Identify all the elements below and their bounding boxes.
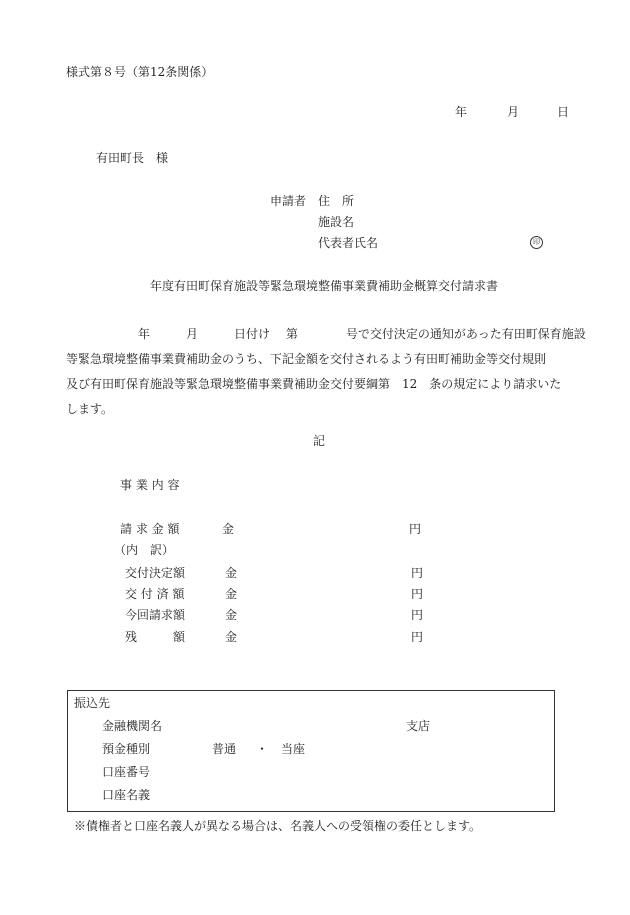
- document-title: 年度有田町保育施設等緊急環境整備事業費補助金概算交付請求書: [150, 279, 499, 293]
- branch-label: 支店: [406, 719, 431, 733]
- request-body: [66, 322, 586, 422]
- form-number: 様式第８号（第12条関係）: [66, 65, 214, 79]
- breakdown-kin: 金: [225, 566, 238, 580]
- account-name-label: 口座名義: [102, 788, 151, 802]
- request-kin: 金: [222, 522, 235, 536]
- breakdown-label-paid: 交 付 済 額: [125, 587, 185, 601]
- account-number-label: 口座番号: [102, 765, 151, 779]
- applicant-representative-label: 代表者氏名: [318, 236, 379, 250]
- ki-heading: 記: [313, 434, 326, 448]
- applicant-label: 申請者: [270, 194, 307, 208]
- body-line: します。: [66, 402, 114, 416]
- request-yen: 円: [409, 522, 422, 536]
- addressee: 有田町長 様: [96, 151, 169, 165]
- delegation-note: ※債権者と口座名義人が異なる場合は、名義人への受領権の委任とします。: [74, 819, 482, 833]
- breakdown-label-current: 今回請求額: [125, 608, 186, 622]
- breakdown-label: （内 訳）: [114, 543, 175, 557]
- breakdown-label-decided: 交付決定額: [125, 566, 186, 580]
- breakdown-yen: 円: [411, 587, 424, 601]
- bank-name-label: 金融機関名: [102, 719, 163, 733]
- transfer-heading: 振込先: [74, 696, 111, 710]
- date-year-label: 年: [455, 105, 468, 119]
- breakdown-kin: 金: [225, 608, 238, 622]
- body-line: 年 月 日付け 第 号で交付決定の通知があった有田町保育施設: [66, 327, 586, 341]
- breakdown-label-remaining: 残 額: [125, 630, 186, 644]
- applicant-facility-label: 施設名: [318, 215, 355, 229]
- deposit-type-label: 預金種別: [102, 742, 151, 756]
- applicant-address-label: 住 所: [318, 194, 355, 208]
- date-month-label: 月: [507, 105, 520, 119]
- breakdown-kin: 金: [225, 630, 238, 644]
- breakdown-yen: 円: [411, 608, 424, 622]
- deposit-type-futsu: 普通: [212, 742, 237, 756]
- deposit-type-separator: ・: [256, 742, 269, 756]
- breakdown-kin: 金: [225, 587, 238, 601]
- breakdown-yen: 円: [411, 566, 424, 580]
- body-line: 及び有田町保育施設等緊急環境整備事業費補助金交付要綱第 12 条の規定により請求いた: [66, 377, 562, 391]
- body-line: 等緊急環境整備事業費補助金のうち、下記金額を交付されるよう有田町補助金等交付規則: [66, 352, 547, 366]
- date-day-label: 日: [557, 105, 570, 119]
- seal-mark: 印: [530, 236, 543, 249]
- deposit-type-toza: 当座: [281, 742, 306, 756]
- request-amount-label: 請 求 金 額: [120, 522, 180, 536]
- breakdown-yen: 円: [411, 630, 424, 644]
- project-label: 事 業 内 容: [120, 478, 180, 492]
